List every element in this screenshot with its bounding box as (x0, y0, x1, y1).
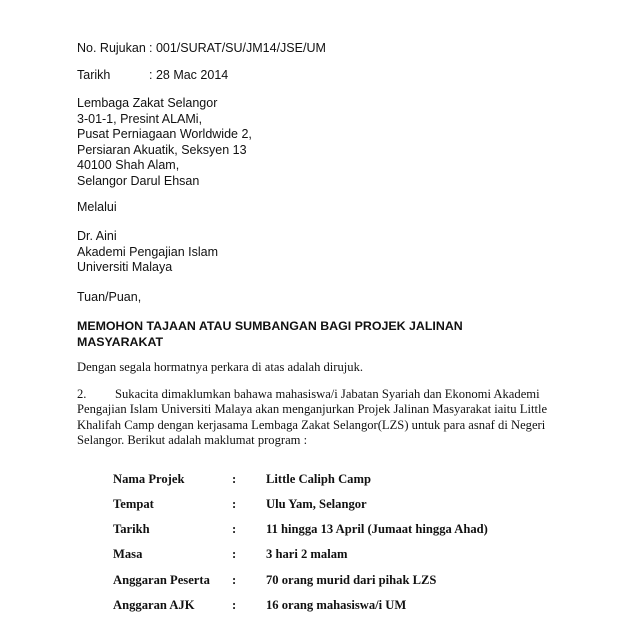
detail-key: Tempat (113, 497, 154, 511)
address-line: Pusat Perniagaan Worldwide 2, (77, 127, 252, 141)
via-line: Dr. Aini (77, 229, 117, 243)
detail-row (0, 522, 638, 540)
address-line: Persiaran Akuatik, Seksyen 13 (77, 142, 247, 157)
detail-separator: : (232, 598, 237, 612)
detail-key: Masa (113, 547, 143, 561)
detail-value: 3 hari 2 malam (266, 547, 348, 561)
date-value: : 28 Mac 2014 (149, 68, 229, 82)
salutation: Tuan/Puan, (77, 290, 142, 304)
via-line: Akademi Pengajian Islam (77, 244, 219, 259)
address-line: 3-01-1, Presint ALAMi, (77, 111, 203, 126)
detail-separator: : (232, 522, 237, 536)
detail-value: 16 orang mahasiswa/i UM (266, 598, 407, 612)
subject-line: MASYARAKAT (77, 334, 164, 349)
detail-row (0, 573, 638, 591)
detail-value: Ulu Yam, Selangor (266, 497, 367, 511)
detail-separator: : (232, 573, 237, 587)
reference-value: : 001/SURAT/SU/JM14/JSE/UM (149, 41, 326, 55)
address-line: 40100 Shah Alam, (77, 158, 180, 172)
paragraph-line: Sukacita dimaklumkan bahawa mahasiswa/i Jabatan Syariah dan Ekonomi Akademi (115, 387, 540, 401)
address-line: Lembaga Zakat Selangor (77, 96, 218, 110)
date-label: Tarikh (77, 68, 111, 82)
detail-row (0, 472, 638, 490)
detail-separator: : (232, 497, 237, 511)
detail-value: 70 orang murid dari pihak LZS (266, 573, 437, 587)
detail-key: Anggaran AJK (113, 598, 195, 612)
address-line: Selangor Darul Ehsan (77, 173, 200, 188)
detail-row (0, 598, 638, 616)
detail-row (0, 497, 638, 515)
paragraph-number: 2. (77, 387, 87, 401)
via-line: Universiti Malaya (77, 260, 173, 274)
paragraph-line: Pengajian Islam Universiti Malaya akan menganjurkan Projek Jalinan Masyarakat iaitu Little (77, 402, 548, 416)
paragraph-line: Khalifah Camp dengan kerjasama Lembaga Zakat Selangor(LZS) untuk para asnaf di Negeri (77, 417, 546, 432)
detail-key: Anggaran Peserta (113, 573, 210, 587)
recipient-address (77, 96, 252, 189)
reference-label: No. Rujukan (77, 41, 146, 55)
detail-value: 11 hingga 13 April (Jumaat hingga Ahad) (266, 522, 488, 536)
detail-separator: : (232, 547, 237, 561)
paragraph-body (77, 402, 561, 449)
paragraph-line: Selangor. Berikut adalah maklumat program : (77, 433, 308, 447)
subject-line: MEMOHON TAJAAN ATAU SUMBANGAN BAGI PROJEK JALINAN (77, 319, 463, 333)
via-address (77, 229, 218, 276)
detail-value: Little Caliph Camp (266, 472, 371, 486)
detail-key: Tarikh (113, 522, 150, 536)
intro-paragraph: Dengan segala hormatnya perkara di atas adalah dirujuk. (77, 360, 364, 374)
via-label: Melalui (77, 200, 117, 214)
detail-separator: : (232, 472, 237, 486)
detail-row (0, 547, 638, 565)
detail-key: Nama Projek (113, 472, 185, 486)
subject-heading (77, 319, 463, 350)
